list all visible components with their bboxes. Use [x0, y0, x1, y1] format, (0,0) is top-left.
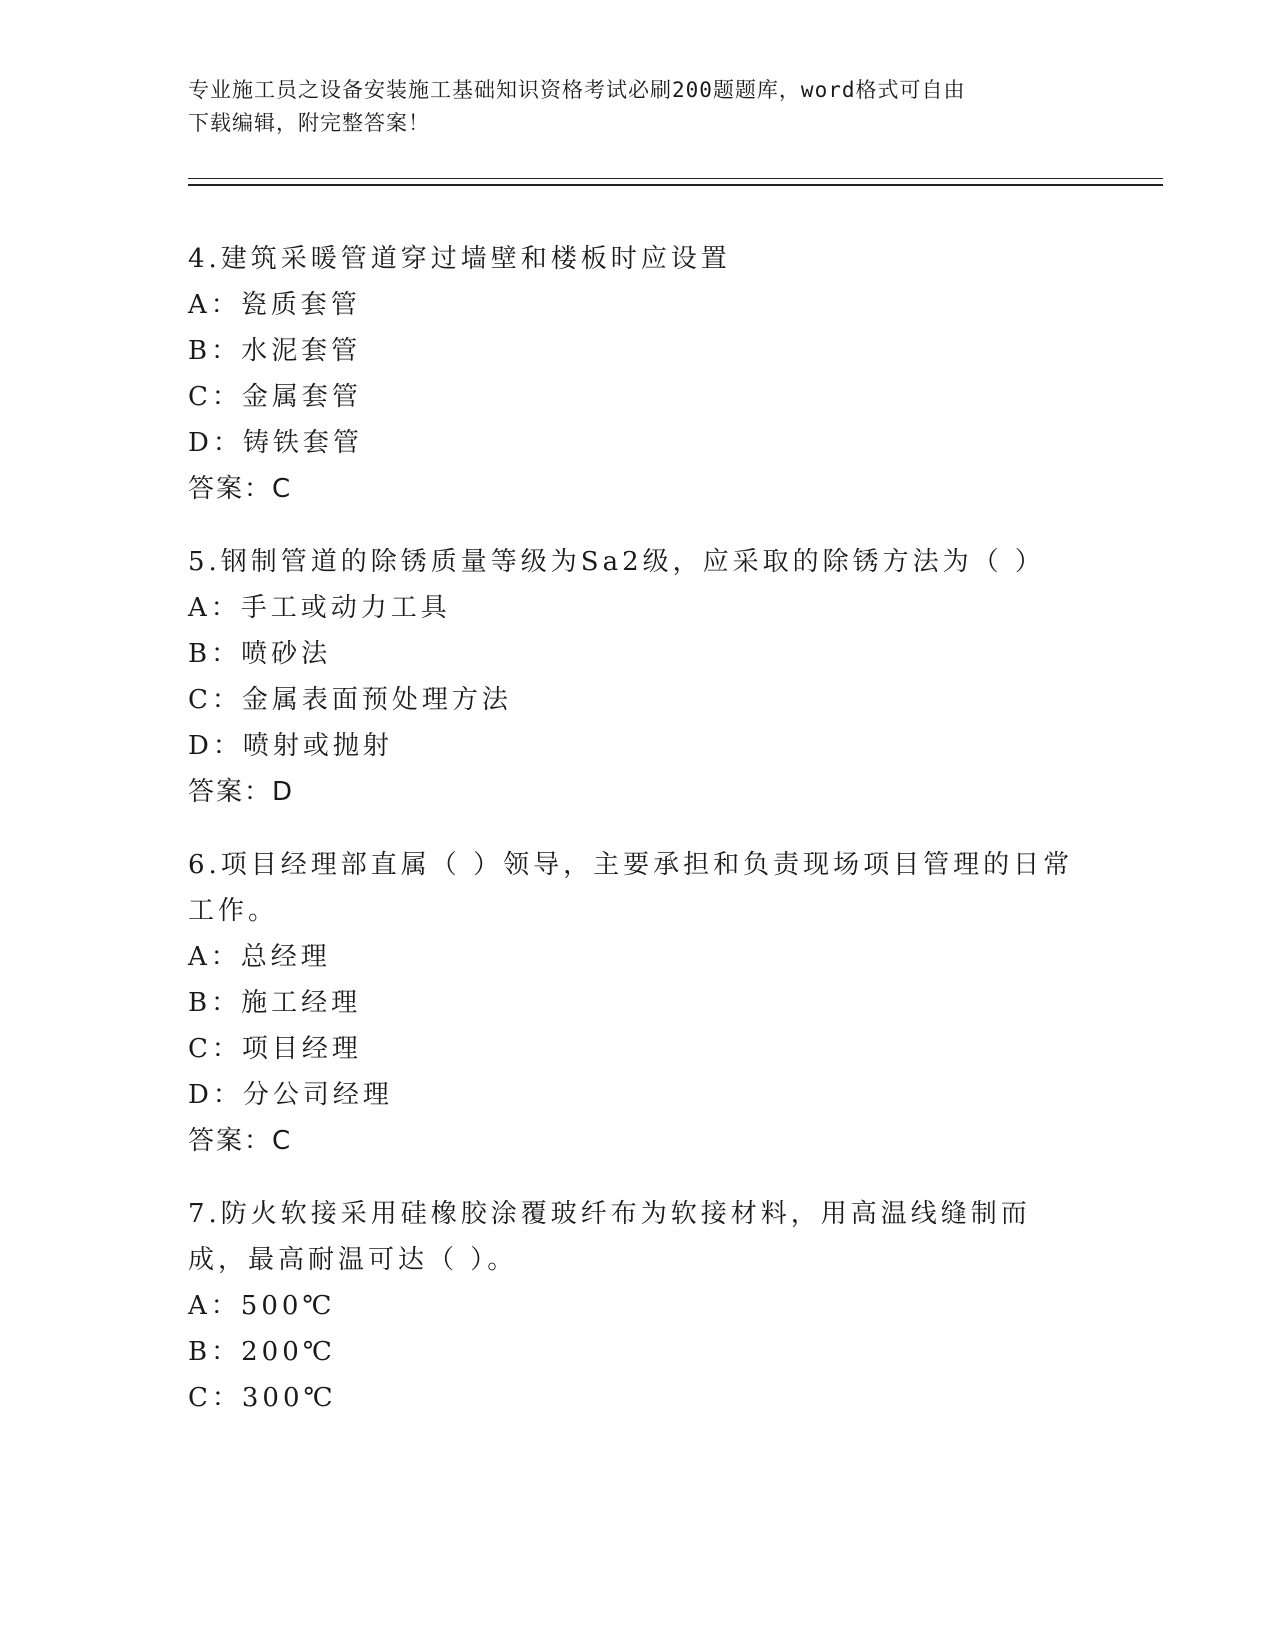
option-c: C：项目经理: [188, 1034, 362, 1064]
option-c: C：300℃: [188, 1383, 337, 1413]
question-7: [188, 1191, 1088, 1421]
answer-label: 答案：: [188, 777, 273, 807]
header-divider-thin: [188, 178, 1163, 179]
header-line-2: 下载编辑，附完整答案！: [188, 111, 430, 135]
option-d: D：喷射或抛射: [188, 731, 393, 761]
answer-value: C: [272, 1126, 292, 1156]
header-divider-thick: [188, 184, 1163, 186]
option-c: C：金属表面预处理方法: [188, 685, 512, 715]
option-d: D：铸铁套管: [188, 428, 363, 458]
option-b: B：水泥套管: [188, 336, 362, 366]
header-line-1: 专业施工员之设备安装施工基础知识资格考试必刷200题题库，word格式可自由: [188, 78, 966, 102]
answer-label: 答案：: [188, 474, 273, 504]
option-b: B：200℃: [188, 1337, 336, 1367]
option-b: B：喷砂法: [188, 639, 332, 669]
answer-line: [188, 769, 1088, 815]
option-a: A：瓷质套管: [188, 290, 361, 320]
document-header: [188, 74, 1088, 140]
question-6: [188, 842, 1088, 1164]
question-stem: 6.项目经理部直属（ ）领导，主要承担和负责现场项目管理的日常工作。: [188, 850, 1074, 926]
option-c: C：金属套管: [188, 382, 362, 412]
answer-value: C: [272, 474, 292, 504]
answer-label: 答案：: [188, 1126, 273, 1156]
question-list: [188, 236, 1088, 1448]
question-stem: 7.防火软接采用硅橡胶涂覆玻纤布为软接材料，用高温线缝制而成，最高耐温可达（ ）。: [188, 1199, 1031, 1275]
option-a: A：500℃: [188, 1291, 336, 1321]
answer-line: [188, 1118, 1088, 1164]
option-a: A：手工或动力工具: [188, 593, 451, 623]
question-stem: 4.建筑采暖管道穿过墙壁和楼板时应设置: [188, 244, 731, 274]
option-d: D：分公司经理: [188, 1080, 393, 1110]
answer-line: [188, 466, 1088, 512]
question-5: [188, 539, 1088, 815]
answer-value: D: [272, 777, 294, 807]
question-4: [188, 236, 1088, 512]
question-stem: 5.钢制管道的除锈质量等级为Sa2级，应采取的除锈方法为（ ）: [188, 547, 1045, 577]
option-b: B：施工经理: [188, 988, 362, 1018]
option-a: A：总经理: [188, 942, 331, 972]
